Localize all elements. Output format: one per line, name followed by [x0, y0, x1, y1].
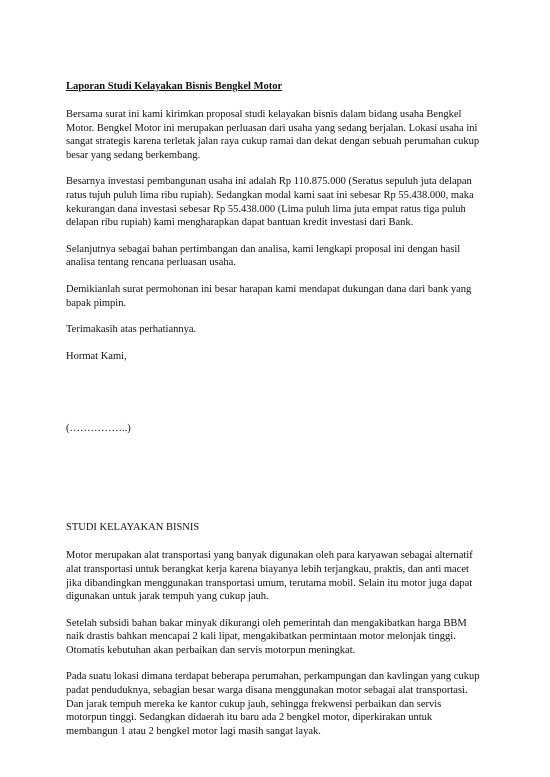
study-paragraph: Pada suatu lokasi dimana terdapat beberapa perumahan, perkampungan dan kavlingan yang cukup padat penduduknya, sebagian besar warga disana menggunakan motor sebagai alat transportasi. Dan jarak tempuh mereka ke kantor cukup jauh, sehingga frekwensi perbaikan dan servis motorpun tinggi. Sedangkan didaerah itu baru ada 2 bengkel motor, diperkirakan untuk membangun 1 atau 2 bengkel motor lagi masih sangat layak.	[66, 671, 480, 737]
signature-space	[66, 376, 484, 422]
signature-placeholder: (……………..)	[66, 423, 131, 435]
study-paragraph: Motor merupakan alat transportasi yang banyak digunakan oleh para karyawan sebagai alternatif alat transportasi untuk berangkat kerja karena biayanya lebih terjangkau, praktis, dan anti macet jika dibandingkan menggunakan transportasi umum, terutama mobil. Selain itu motor juga dapat digunakan untuk jarak tempuh yang cukup jauh.	[66, 550, 473, 603]
letter-paragraph: Bersama surat ini kami kirimkan proposal studi kelayakan bisnis dalam bidang usaha Bengkel Motor. Bengkel Motor ini merupakan perluasan dari usaha yang sedang berjalan. Lokasi usaha ini sangat strategis karena terletak jalan raya cukup ramai dan dekat dengan sebuah perumahan cukup besar yang sedang berkembang.	[66, 109, 480, 161]
closing-salutation: Hormat Kami,	[66, 350, 127, 362]
section-heading: STUDI KELAYAKAN BISNIS	[66, 522, 200, 534]
letter-paragraph: Demikianlah surat permohonan ini besar harapan kami mendapat dukungan dana dari bank yang bapak pimpin.	[66, 283, 472, 309]
letter-paragraph: Selanjutnya sebagai bahan pertimbangan dan analisa, kami lengkapi proposal ini dengan hasil analisa tentang rencana perluasan usaha.	[66, 243, 461, 269]
letter-paragraph: Besarnya investasi pembangunan usaha ini adalah Rp 110.875.000 (Seratus sepuluh juta delapan ratus tujuh puluh lima ribu rupiah). Sedangkan modal kami saat ini sebesar Rp 55.438.000, maka kekurangan dana investasi sebesar Rp 55.438.000 (Lima puluh lima juta empat ratus tiga puluh delapan ribu rupiah) kami mengharapkan dapat bantuan kredit investasi dari Bank.	[66, 176, 474, 229]
closing-thanks: Terimakasih atas perhatiannya.	[66, 324, 197, 336]
document-body	[66, 80, 484, 751]
study-paragraph: Setelah subsidi bahan bakar minyak dikurangi oleh pemerintah dan mengakibatkan harga BBM naik drastis bahkan mencapai 2 kali lipat, mengakibatkan permintaan motor melonjak tinggi. Otomatis kebutuhan akan perbaikan dan servis motorpun meningkat.	[66, 617, 467, 656]
letter-title: Laporan Studi Kelayakan Bisnis Bengkel Motor	[66, 81, 283, 92]
section-gap	[66, 436, 484, 521]
